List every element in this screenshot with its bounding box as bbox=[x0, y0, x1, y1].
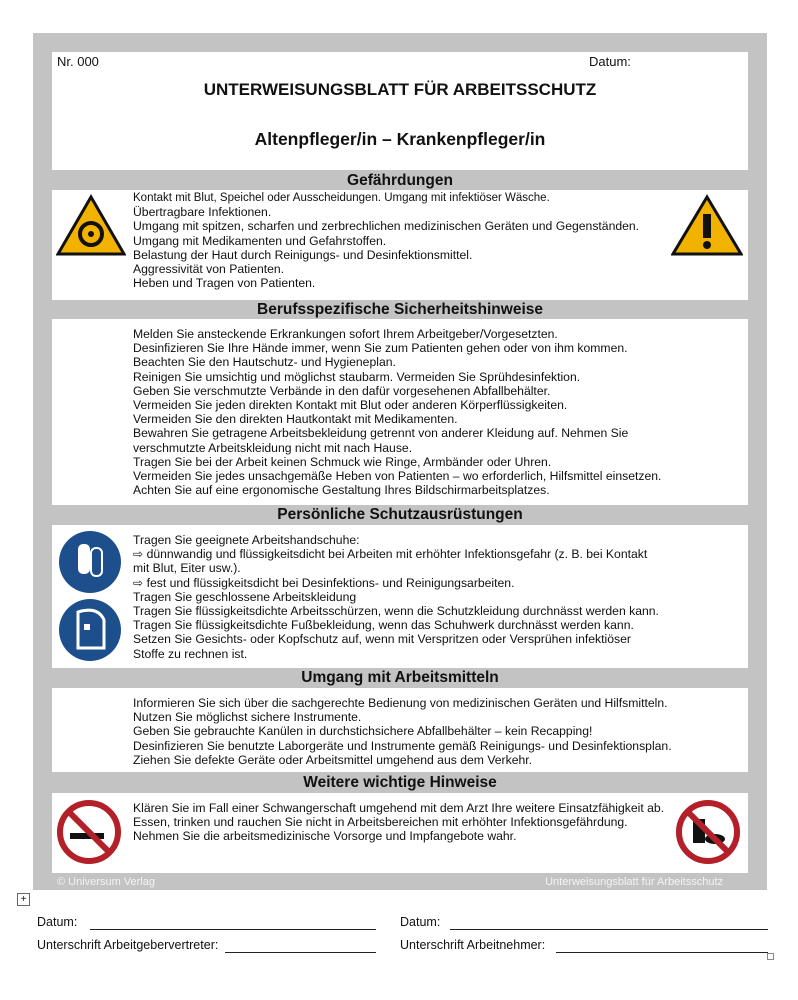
list-item: Desinfizieren Sie Ihre Hände immer, wenn Sie zum Patienten gehen oder von ihm kommen. bbox=[133, 341, 628, 356]
list-item: Beachten Sie den Hautschutz- und Hygieneplan. bbox=[133, 355, 396, 370]
list-item: Nehmen Sie die arbeitsmedizinische Vorsorge und Impfangebote wahr. bbox=[133, 829, 517, 844]
list-item: Übertragbare Infektionen. bbox=[133, 205, 272, 220]
section-equipment bbox=[52, 688, 748, 772]
list-item: Tragen Sie geeignete Arbeitshandschuhe: bbox=[133, 533, 360, 547]
employee-signature-line[interactable] bbox=[556, 952, 768, 953]
gloves-icon bbox=[58, 530, 122, 594]
list-item: Tragen Sie geschlossene Arbeitskleidung bbox=[133, 589, 357, 604]
header-box bbox=[52, 52, 748, 170]
section-title-ppe: Persönliche Schutzausrüstungen bbox=[277, 506, 523, 523]
list-item: Melden Sie ansteckende Erkrankungen sofort Ihrem Arbeitgeber/Vorgesetzten. bbox=[133, 327, 558, 341]
list-item: Nutzen Sie möglichst sichere Instrumente. bbox=[133, 710, 362, 725]
list-item: Essen, trinken und rauchen Sie nicht in Arbeitsbereichen mit erhöhter Infektionsgefährdung. bbox=[133, 815, 628, 830]
list-item: ⇨ fest und flüssigkeitsdicht bei Desinfektions- und Reinigungsarbeiten. bbox=[133, 575, 515, 590]
section-title-hazards: Gefährdungen bbox=[347, 172, 453, 189]
list-item: mit Blut, Eiter usw.). bbox=[133, 561, 241, 576]
footer-title: Unterweisungsblatt für Arbeitsschutz bbox=[545, 876, 723, 888]
section-notes bbox=[52, 793, 748, 873]
section-safety bbox=[52, 319, 748, 505]
list-item: Bewahren Sie getragene Arbeitsbekleidung getrennt von anderer Kleidung auf. Nehmen Sie bbox=[133, 426, 629, 441]
list-item: Vermeiden Sie den direkten Hautkontakt mit Medikamenten. bbox=[133, 412, 458, 427]
document-frame bbox=[33, 33, 767, 890]
section-title-equipment: Umgang mit Arbeitsmitteln bbox=[301, 669, 499, 686]
list-item: Tragen Sie bei der Arbeit keinen Schmuck wie Ringe, Armbänder oder Uhren. bbox=[133, 454, 552, 469]
section-title-notes: Weitere wichtige Hinweise bbox=[303, 774, 497, 791]
list-item: verschmutzte Arbeitskleidung nicht mit nach Hause. bbox=[133, 440, 413, 455]
list-item: Belastung der Haut durch Reinigungs- und Desinfektionsmittel. bbox=[133, 247, 473, 262]
table-resize-handle[interactable] bbox=[767, 953, 774, 960]
list-item: Tragen Sie flüssigkeitsdichte Fußbekleidung, wenn das Schuhwerk durchnässt werden kann. bbox=[133, 618, 634, 633]
list-item: Geben Sie verschmutzte Verbände in den dafür vorgesehenen Abfallbehälter. bbox=[133, 383, 551, 398]
list-item: Reinigen Sie umsichtig und möglichst staubarm. Vermeiden Sie Sprühdesinfektion. bbox=[133, 369, 581, 384]
datum-left-label: Datum: bbox=[37, 915, 78, 929]
list-item: Aggressivität von Patienten. bbox=[133, 261, 285, 276]
safety-list bbox=[133, 327, 661, 497]
datum-right-label: Datum: bbox=[400, 915, 441, 929]
list-item: ⇨ dünnwandig und flüssigkeitsdicht bei Arbeiten mit erhöhter Infektionsgefahr (z. B. bei Kontakt bbox=[133, 547, 648, 562]
list-item: Ziehen Sie defekte Geräte oder Arbeitsmittel umgehend aus dem Verkehr. bbox=[133, 752, 533, 767]
list-item: Kontakt mit Blut, Speichel oder Ausscheidungen. Umgang mit infektiöser Wäsche. bbox=[133, 192, 550, 204]
list-item: Umgang mit spitzen, scharfen und zerbrechlichen medizinischen Geräten und Gegenständen. bbox=[133, 219, 640, 234]
equipment-list bbox=[133, 696, 672, 767]
list-item: Heben und Tragen von Patienten. bbox=[133, 276, 316, 291]
face-shield-icon bbox=[58, 598, 122, 662]
list-item: Desinfizieren Sie benutzte Laborgeräte und Instrumente gemäß Reinigungs- und Desinfektionsplan. bbox=[133, 738, 672, 753]
section-ppe bbox=[52, 525, 748, 668]
list-item: Vermeiden Sie jeden direkten Kontakt mit Blut oder anderen Körperflüssigkeiten. bbox=[133, 397, 568, 412]
list-item: Stoffe zu rechnen ist. bbox=[133, 646, 248, 661]
biohazard-icon bbox=[56, 194, 126, 256]
list-item: Setzen Sie Gesichts- oder Kopfschutz auf, wenn mit Verspritzen oder Versprühen infektiöser bbox=[133, 632, 631, 647]
no-smoking-icon bbox=[56, 799, 122, 865]
no-eating-icon bbox=[675, 799, 741, 865]
employer-signature-label: Unterschrift Arbeitgebervertreter: bbox=[37, 938, 219, 952]
section-hazards bbox=[52, 190, 748, 300]
notes-list bbox=[133, 801, 664, 844]
list-item: Klären Sie im Fall einer Schwangerschaft umgehend mit dem Arzt Ihre weitere Einsatzfähigkeit ab. bbox=[133, 801, 665, 815]
list-item: Vermeiden Sie jedes unsachgemäße Heben von Patienten – wo erforderlich, Hilfsmittel einsetzen. bbox=[133, 468, 662, 483]
list-item: Geben Sie gebrauchte Kanülen in durchstichsichere Abfallbehälter – kein Recapping! bbox=[133, 724, 593, 739]
list-item: Achten Sie auf eine ergonomische Gestaltung Ihres Bildschirmarbeitsplatzes. bbox=[133, 483, 550, 498]
warning-icon bbox=[671, 194, 743, 256]
datum-right-line[interactable] bbox=[450, 929, 768, 930]
nr-label: Nr. 000 bbox=[57, 54, 99, 69]
employer-signature-line[interactable] bbox=[225, 952, 376, 953]
page-title: UNTERWEISUNGSBLATT FÜR ARBEITSSCHUTZ bbox=[203, 80, 597, 99]
list-item: Tragen Sie flüssigkeitsdichte Arbeitsschürzen, wenn die Schutzkleidung durchnässt werden kann. bbox=[133, 603, 659, 618]
employee-signature-label: Unterschrift Arbeitnehmer: bbox=[400, 938, 546, 952]
page-subtitle: Altenpfleger/in – Krankenpfleger/in bbox=[254, 129, 546, 149]
datum-left-line[interactable] bbox=[90, 929, 376, 930]
section-title-safety: Berufsspezifische Sicherheitshinweise bbox=[257, 301, 543, 318]
datum-label: Datum: bbox=[589, 54, 631, 69]
ppe-list bbox=[133, 533, 659, 661]
table-move-handle[interactable]: + bbox=[17, 893, 30, 906]
footer-copyright: © Universum Verlag bbox=[57, 876, 155, 888]
hazards-list bbox=[133, 191, 639, 290]
list-item: Umgang mit Medikamenten und Gefahrstoffen. bbox=[133, 233, 387, 248]
list-item: Informieren Sie sich über die sachgerechte Bedienung von medizinischen Geräten und Hilfsmitteln. bbox=[133, 696, 668, 710]
